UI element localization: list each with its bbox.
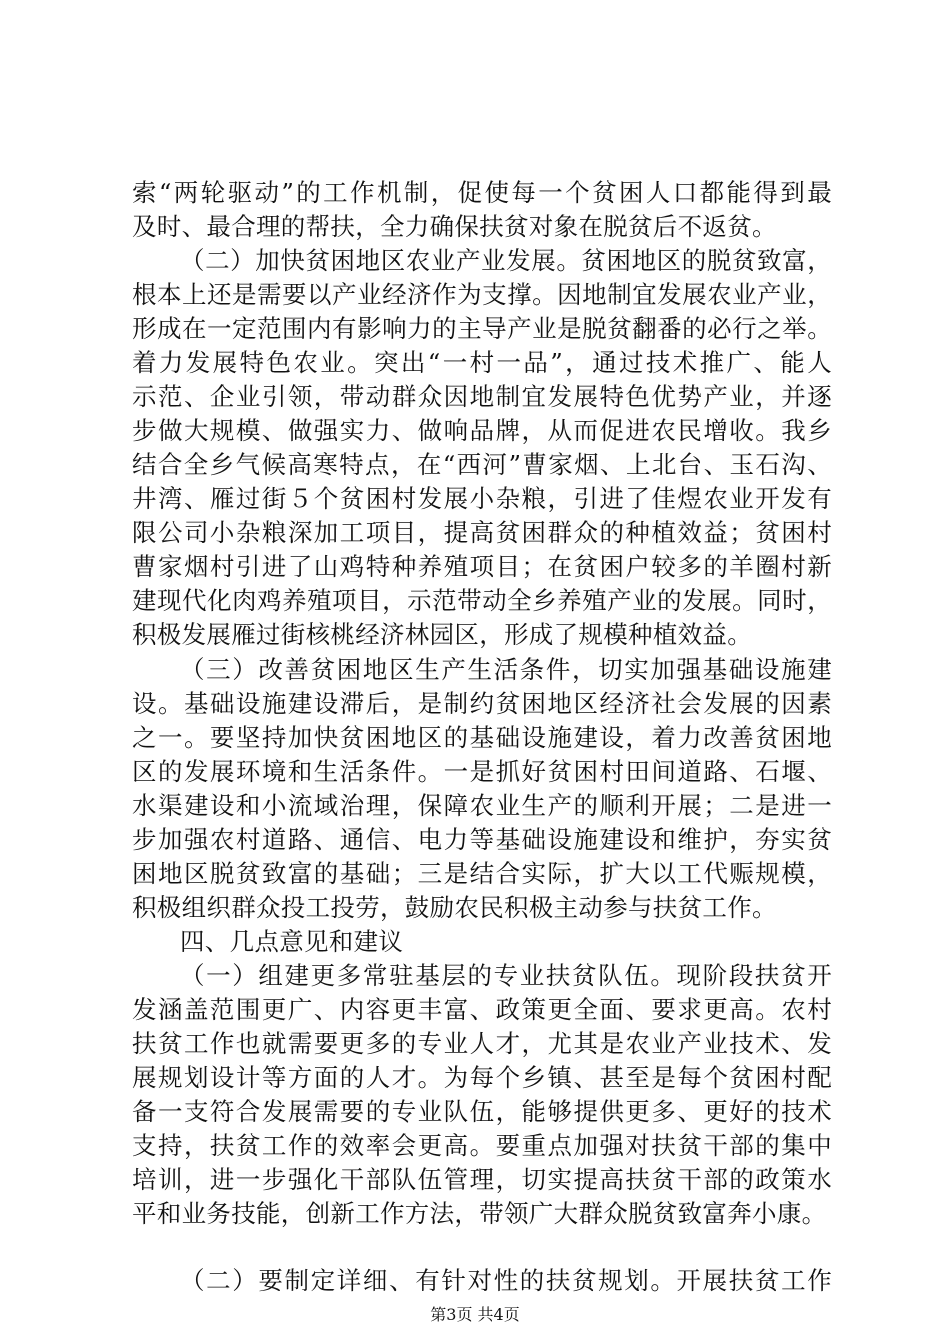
body-text-line: 步加强农村道路、通信、电力等基础设施建设和维护，夯实贫 [132, 825, 832, 854]
body-text-line: 示范、企业引领，带动群众因地制宜发展特色优势产业，并逐 [132, 382, 832, 411]
body-text-line: 限公司小杂粮深加工项目，提高贫困群众的种植效益；贫困村 [132, 518, 832, 547]
page-number-footer: 第3页 共4页 [430, 1305, 520, 1324]
body-text-line: 建现代化肉鸡养殖项目，示范带动全乡养殖产业的发展。同时， [132, 586, 832, 615]
body-text-line: 水渠建设和小流域治理，保障农业生产的顺利开展；二是进一 [132, 791, 832, 820]
section-3-first-line: （三）改善贫困地区生产生活条件，切实加强基础设施建 [180, 655, 832, 684]
body-text-line: 井湾、雁过街５个贫困村发展小杂粮，引进了佳煜农业开发有 [132, 484, 832, 513]
subsection-2-first-line: （二）要制定详细、有针对性的扶贫规划。开展扶贫工作 [180, 1266, 832, 1295]
body-text-line: 区的发展环境和生活条件。一是抓好贫困村田间道路、石堰、 [132, 757, 832, 786]
body-text-line: 培训，进一步强化干部队伍管理，切实提高扶贫干部的政策水 [132, 1165, 832, 1194]
body-text-line: 发涵盖范围更广、内容更丰富、政策更全面、要求更高。农村 [132, 995, 832, 1024]
section-2-first-line: （二）加快贫困地区农业产业发展。贫困地区的脱贫致富， [180, 246, 832, 275]
body-text-line: 及时、最合理的帮扶，全力确保扶贫对象在脱贫后不返贫。 [132, 212, 777, 241]
body-text-line: 根本上还是需要以产业经济作为支撑。因地制宜发展农业产业， [132, 280, 832, 309]
body-text-line: 形成在一定范围内有影响力的主导产业是脱贫翻番的必行之举。 [132, 314, 832, 343]
body-text-line: 步做大规模、做强实力、做响品牌，从而促进农民增收。我乡 [132, 416, 832, 445]
body-text-line: 困地区脱贫致富的基础；三是结合实际，扩大以工代赈规模， [132, 859, 832, 888]
body-text-line: 展规划设计等方面的人才。为每个乡镇、甚至是每个贫困村配 [132, 1063, 832, 1092]
body-text-line: 积极组织群众投工投劳，鼓励农民积极主动参与扶贫工作。 [132, 893, 777, 922]
subsection-1-first-line: （一）组建更多常驻基层的专业扶贫队伍。现阶段扶贫开 [180, 961, 832, 990]
body-text-line: 结合全乡气候高寒特点，在“西河”曹家烟、上北台、玉石沟、 [132, 450, 832, 479]
body-text-line: 平和业务技能，创新工作方法，带领广大群众脱贫致富奔小康。 [132, 1199, 827, 1228]
body-text-line: 积极发展雁过街核桃经济林园区，形成了规模种植效益。 [132, 620, 752, 649]
body-text-line: 索“两轮驱动”的工作机制，促使每一个贫困人口都能得到最 [132, 178, 832, 207]
body-text-line: 备一支符合发展需要的专业队伍，能够提供更多、更好的技术 [132, 1097, 832, 1126]
section-heading: 四、几点意见和建议 [180, 927, 404, 956]
body-text-line: 曹家烟村引进了山鸡特种养殖项目；在贫困户较多的羊圈村新 [132, 552, 832, 581]
body-text-line: 之一。要坚持加快贫困地区的基础设施建设，着力改善贫困地 [132, 723, 832, 752]
body-text-line: 支持，扶贫工作的效率会更高。要重点加强对扶贫干部的集中 [132, 1131, 832, 1160]
body-text-line: 设。基础设施建设滞后，是制约贫困地区经济社会发展的因素 [132, 689, 832, 718]
body-text-line: 着力发展特色农业。突出“一村一品”，通过技术推广、能人 [132, 348, 832, 377]
body-text-line: 扶贫工作也就需要更多的专业人才，尤其是农业产业技术、发 [132, 1029, 832, 1058]
